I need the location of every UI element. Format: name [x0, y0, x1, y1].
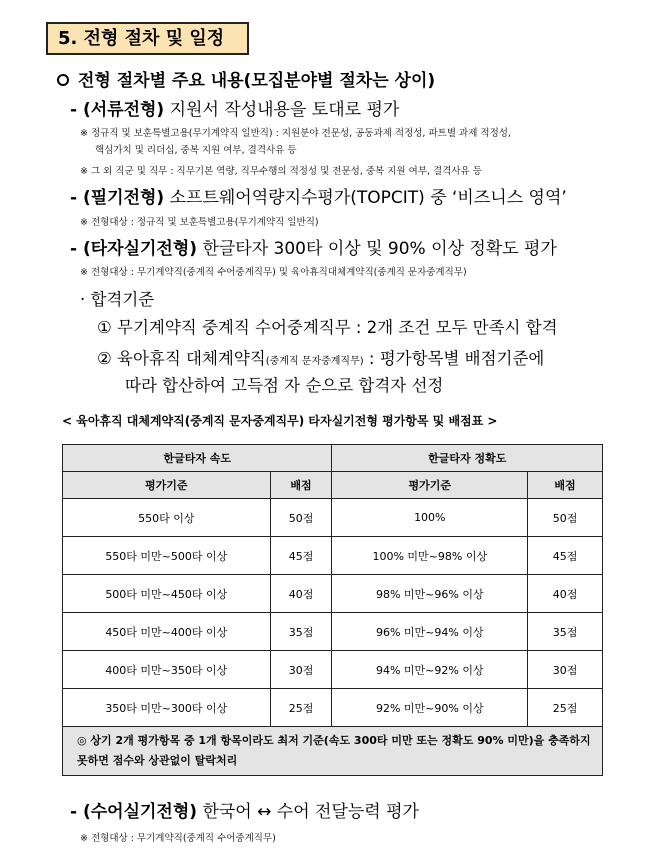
table-footnote: ◎ 상기 2개 평가항목 중 1개 항목이라도 최저 기준(속도 300타 미만 또는 정확도 90% 미만)을 충족하지 못하면 점수와 상관없이 탈락처리 — [63, 727, 603, 776]
circle-bullet-icon — [57, 74, 69, 86]
sign-stage-label: - (수어실기전형) — [70, 802, 198, 822]
group-header-accuracy: 한글타자 정확도 — [332, 445, 603, 472]
document-note-2: ※ 그 외 직군 및 직무 : 직무기본 역량, 직무수행의 적정성 및 전문성, 중복 지원 여부, 결격사유 등 — [80, 166, 482, 177]
table-cell: 100% — [332, 499, 528, 537]
table-cell: 50점 — [270, 499, 332, 537]
table-group-header-row — [63, 445, 603, 472]
section-title: 5. 전형 절차 및 일정 — [46, 22, 249, 55]
table-cell: 40점 — [270, 575, 332, 613]
table-cell: 500타 미만~450타 이상 — [63, 575, 271, 613]
table-cell: 550타 미만~500타 이상 — [63, 537, 271, 575]
table-cell: 35점 — [528, 613, 603, 651]
document-note-1: ※ 정규직 및 보훈특별고용(무기계약직 일반직) : 지원분야 전문성, 공동과제 적정성, 파트별 과제 적정성, — [80, 128, 511, 139]
table-row — [63, 689, 603, 727]
column-header: 배점 — [528, 472, 603, 499]
table-footnote-row — [63, 727, 603, 776]
typing-note: ※ 전형대상 : 무기계약직(중계직 수어중계직무) 및 육아휴직대체계약직(중계직 문자중계직무) — [80, 267, 467, 278]
criteria-label: · 합격기준 — [80, 290, 155, 309]
table-cell: 550타 이상 — [63, 499, 271, 537]
table-cell: 96% 미만~94% 이상 — [332, 613, 528, 651]
written-stage-text: 소프트웨어역량지수평가(TOPCIT) 중 ‘비즈니스 영역’ — [169, 188, 567, 208]
written-note: ※ 전형대상 : 정규직 및 보훈특별고용(무기계약직 일반직) — [80, 217, 319, 228]
column-header: 배점 — [270, 472, 332, 499]
sign-note: ※ 전형대상 : 무기계약직(중계직 수어중계직무) — [80, 833, 276, 844]
typing-stage — [70, 234, 557, 259]
written-stage — [70, 183, 567, 208]
table-cell: 25점 — [270, 689, 332, 727]
sign-stage — [70, 797, 419, 822]
column-header: 평가기준 — [63, 472, 271, 499]
criteria-item-2 — [97, 345, 544, 369]
column-header: 평가기준 — [332, 472, 528, 499]
table-cell: 30점 — [270, 651, 332, 689]
criteria-item-2-prefix: ② 육아휴직 대체계약직 — [97, 349, 266, 368]
table-cell: 50점 — [528, 499, 603, 537]
criteria-item-1: ① 무기계약직 중계직 수어중계직무 : 2개 조건 모두 만족시 합격 — [97, 318, 558, 337]
document-stage — [70, 95, 399, 120]
main-bullet — [57, 66, 435, 91]
table-row — [63, 537, 603, 575]
table-cell: 400타 미만~350타 이상 — [63, 651, 271, 689]
typing-stage-label: - (타자실기전형) — [70, 239, 198, 259]
criteria-item-2-small: (중계직 문자중계직무) — [265, 356, 364, 367]
table-cell: 30점 — [528, 651, 603, 689]
document-note-1-cont: 핵심가치 및 리더십, 중복 지원 여부, 결격사유 등 — [95, 145, 297, 156]
document-stage-label: - (서류전형) — [70, 100, 165, 120]
table-cell: 450타 미만~400타 이상 — [63, 613, 271, 651]
table-sub-header-row — [63, 472, 603, 499]
table-row — [63, 613, 603, 651]
table-cell: 98% 미만~96% 이상 — [332, 575, 528, 613]
criteria-item-2-cont: 따라 합산하여 고득점 자 순으로 합격자 선정 — [125, 376, 444, 395]
table-row — [63, 575, 603, 613]
document-stage-text: 지원서 작성내용을 토대로 평가 — [169, 100, 400, 120]
table-cell: 35점 — [270, 613, 332, 651]
group-header-speed: 한글타자 속도 — [63, 445, 332, 472]
table-cell: 92% 미만~90% 이상 — [332, 689, 528, 727]
table-cell: 45점 — [528, 537, 603, 575]
typing-stage-text: 한글타자 300타 이상 및 90% 이상 정확도 평가 — [202, 239, 557, 259]
table-row — [63, 651, 603, 689]
table-cell: 94% 미만~92% 이상 — [332, 651, 528, 689]
table-row — [63, 499, 603, 537]
table-caption: < 육아휴직 대체계약직(중계직 문자중계직무) 타자실기전형 평가항목 및 배점표 > — [62, 414, 498, 428]
table-cell: 350타 미만~300타 이상 — [63, 689, 271, 727]
main-bullet-text: 전형 절차별 주요 내용(모집분야별 절차는 상이) — [78, 71, 436, 91]
table-cell: 45점 — [270, 537, 332, 575]
table-cell: 25점 — [528, 689, 603, 727]
criteria-item-2-suffix: : 평가항목별 배점기준에 — [368, 349, 545, 368]
written-stage-label: - (필기전형) — [70, 188, 165, 208]
sign-stage-text: 한국어 ↔ 수어 전달능력 평가 — [202, 802, 419, 822]
table-cell: 40점 — [528, 575, 603, 613]
score-table — [62, 444, 603, 776]
table-cell: 100% 미만~98% 이상 — [332, 537, 528, 575]
